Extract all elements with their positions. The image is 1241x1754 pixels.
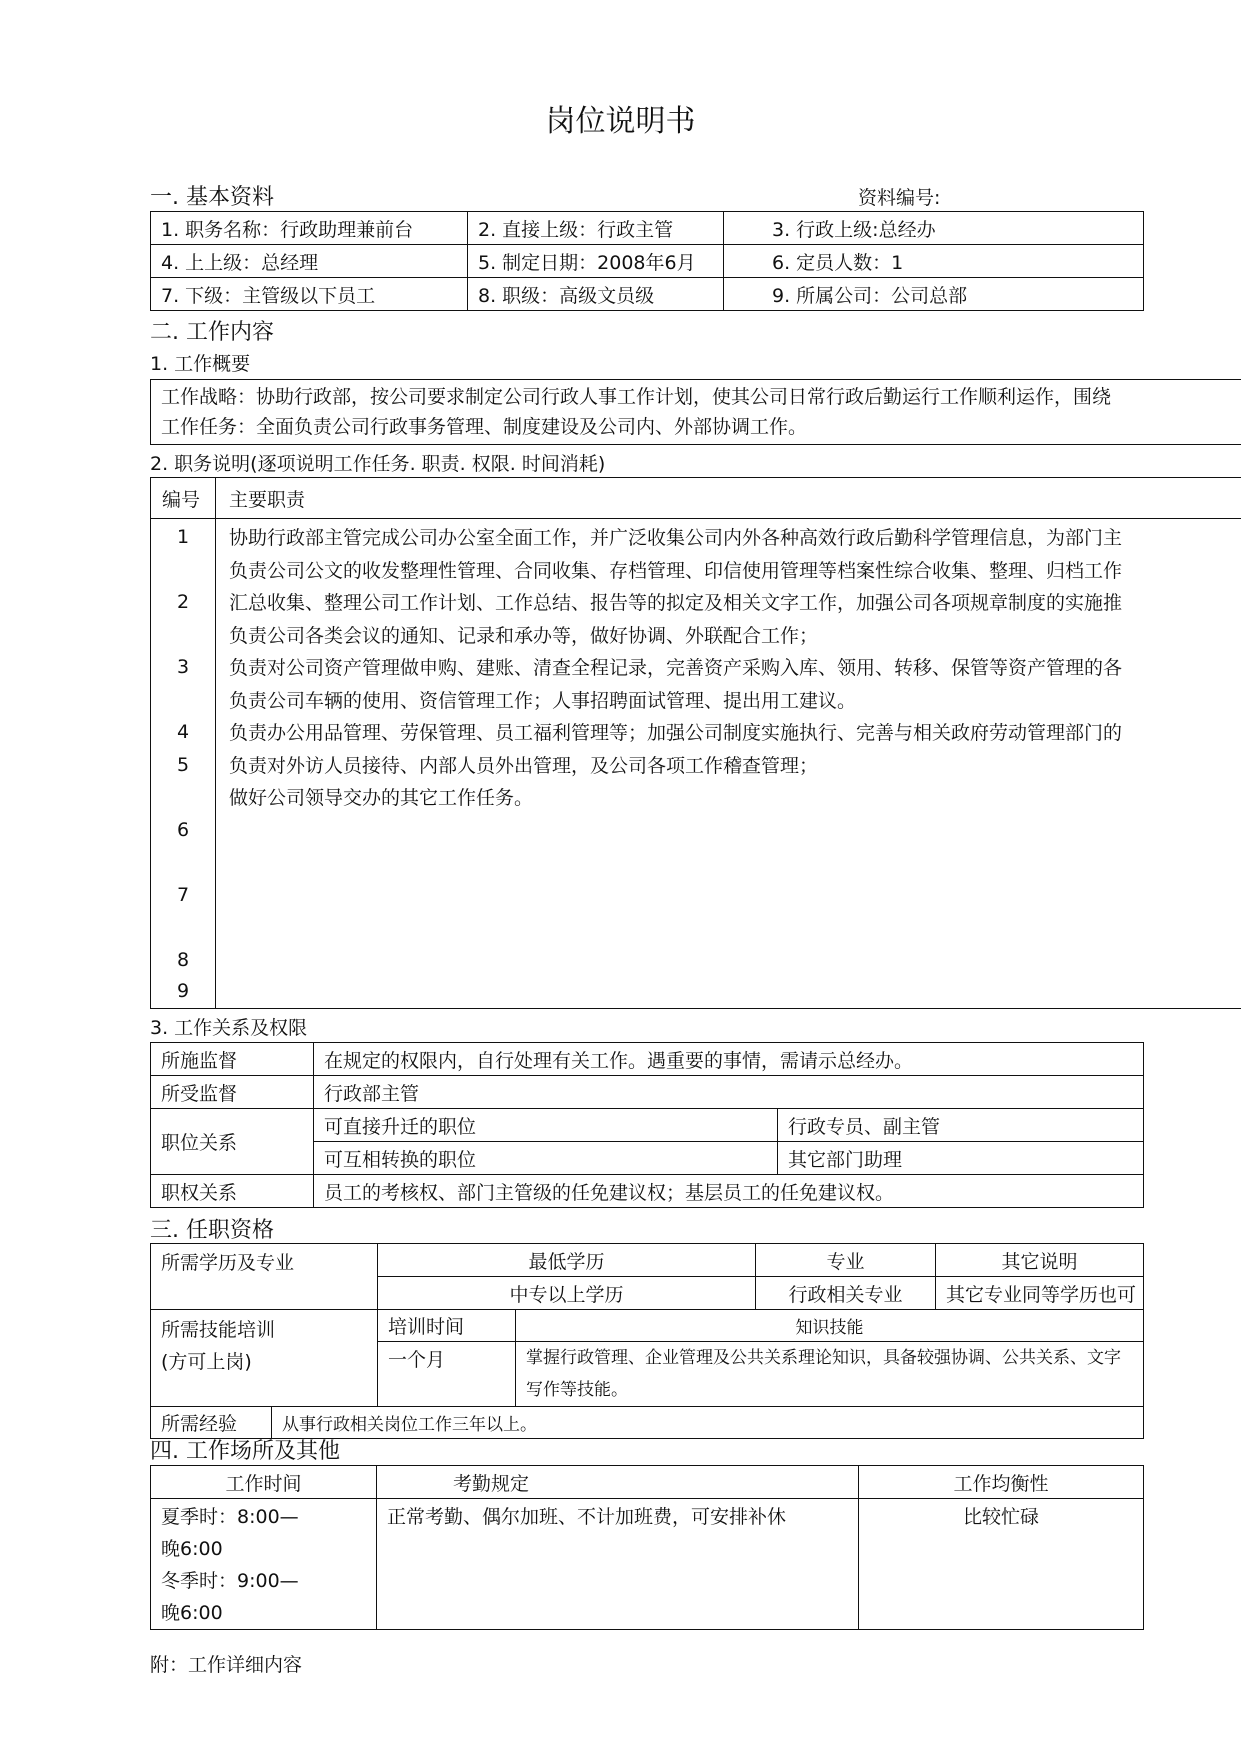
duty-line: 协助行政部主管完成公司办公室全面工作，并广泛收集公司内外各种高效行政后勤科学管理信息，为部门主	[229, 527, 1123, 549]
other-notes-value: 其它专业同等学历也可	[936, 1277, 1144, 1310]
work-time-header: 工作时间	[151, 1466, 377, 1499]
duty-line: 负责对外访人员接待、内部人员外出管理，及公司各项工作稽查管理；	[229, 754, 819, 777]
balance-value: 比较忙碌	[859, 1499, 1144, 1630]
duty-line: 负责公司公文的收发整理性管理、合同收集、存档管理、印信使用管理等档案性综合收集、整理、归档工作	[229, 559, 1123, 582]
duty-number: 4	[176, 721, 190, 743]
company-cell: 9. 所属公司：公司总部	[724, 278, 1144, 311]
work-overview-heading: 1. 工作概要	[150, 353, 251, 375]
duty-number: 1	[176, 526, 190, 548]
duty-number: 2	[176, 591, 190, 613]
duty-number: 3	[176, 656, 190, 678]
work-task-line: 工作任务：全面负责公司行政事务管理、制度建设及公司内、外部协调工作。	[161, 416, 808, 438]
page-title: 岗位说明书	[545, 104, 696, 139]
duties-heading: 2. 职务说明(逐项说明工作任务. 职责. 权限. 时间消耗)	[150, 453, 606, 475]
work-strategy-line: 工作战略：协助行政部，按公司要求制定公司行政人事工作计划，使其公司日常行政后勤运行工作顺利运作，围绕	[161, 386, 1112, 408]
upper-superior-cell: 4. 上上级：总经理	[151, 245, 468, 278]
training-time-header: 培训时间	[378, 1310, 516, 1342]
section-qualifications-heading: 三. 任职资格	[150, 1218, 274, 1243]
duty-line: 负责办公用品管理、劳保管理、员工福利管理等；加强公司制度实施执行、完善与相关政府劳动管理部门的	[229, 722, 1123, 744]
rotate-label: 可互相转换的职位	[314, 1142, 778, 1175]
duty-line: 汇总收集、整理公司工作计划、工作总结、报告等的拟定及相关文字工作，加强公司各项规章制度的实施推	[229, 592, 1123, 614]
basic-info-table	[150, 211, 1144, 311]
duty-line: 负责公司车辆的使用、资信管理工作；人事招聘面试管理、提出用工建议。	[229, 689, 857, 712]
footer-note: 附：工作详细内容	[150, 1654, 303, 1676]
job-grade-cell: 8. 职级：高级文员级	[468, 278, 724, 311]
min-education-value: 中专以上学历	[378, 1277, 756, 1310]
supervised-value: 行政部主管	[314, 1076, 1144, 1109]
min-education-header: 最低学历	[378, 1244, 756, 1277]
supervise-value: 在规定的权限内，自行处理有关工作。遇重要的事情，需请示总经办。	[314, 1043, 1144, 1076]
promote-value: 行政专员、副主管	[778, 1109, 1144, 1142]
section-workplace-heading: 四. 工作场所及其他	[150, 1439, 340, 1464]
work-overview-box	[150, 379, 1241, 445]
experience-label: 所需经验	[151, 1407, 272, 1439]
qualifications-table	[150, 1243, 1144, 1439]
other-notes-header: 其它说明	[936, 1244, 1144, 1277]
duties-header-no: 编号	[162, 489, 201, 511]
duties-header-divider	[151, 518, 1241, 519]
knowledge-skill-value: 掌握行政管理、企业管理及公共关系理论知识，具备较强协调、公共关系、文字写作等技能。	[516, 1342, 1144, 1407]
workplace-table	[150, 1465, 1144, 1630]
duty-line: 负责对公司资产管理做申购、建账、清查全程记录，完善资产采购入库、领用、转移、保管等资产管理的各	[229, 657, 1123, 679]
admin-superior-cell: 3. 行政上级:总经办	[724, 212, 1144, 245]
relations-heading: 3. 工作关系及权限	[150, 1017, 308, 1039]
duty-line: 做好公司领导交办的其它工作任务。	[229, 787, 534, 809]
promote-label: 可直接升迁的职位	[314, 1109, 778, 1142]
skill-training-label-line2: (方可上岗)	[161, 1351, 252, 1373]
training-time-value: 一个月	[378, 1342, 516, 1407]
position-relation-label: 职位关系	[151, 1109, 314, 1175]
duty-lines	[229, 522, 1241, 815]
attendance-value: 正常考勤、偶尔加班、不计加班费，可安排补休	[377, 1499, 859, 1630]
subordinates-cell: 7. 下级：主管级以下员工	[151, 278, 468, 311]
duty-number: 7	[176, 884, 190, 906]
experience-value: 从事行政相关岗位工作三年以上。	[272, 1407, 1144, 1439]
duty-number: 5	[176, 754, 190, 776]
supervise-label: 所施监督	[151, 1043, 314, 1076]
education-label: 所需学历及专业	[151, 1244, 378, 1310]
record-number-label: 资料编号:	[858, 187, 941, 209]
section-work-content-heading: 二. 工作内容	[150, 320, 274, 345]
major-header: 专业	[756, 1244, 936, 1277]
relations-table	[150, 1042, 1144, 1208]
created-date-cell: 5. 制定日期：2008年6月	[468, 245, 724, 278]
authority-label: 职权关系	[151, 1175, 314, 1208]
authority-value: 员工的考核权、部门主管级的任免建议权；基层员工的任免建议权。	[314, 1175, 1144, 1208]
duty-number: 8	[176, 949, 190, 971]
direct-superior-cell: 2. 直接上级：行政主管	[468, 212, 724, 245]
work-time-line: 晚6:00	[161, 1538, 223, 1560]
work-time-line: 夏季时：8:00—	[161, 1506, 299, 1528]
duty-number: 9	[176, 980, 190, 1002]
headcount-cell: 6. 定员人数：1	[724, 245, 1144, 278]
work-time-value	[151, 1499, 377, 1630]
major-value: 行政相关专业	[756, 1277, 936, 1310]
skill-training-label	[151, 1310, 378, 1407]
duties-column-divider	[215, 478, 216, 1008]
supervised-label: 所受监督	[151, 1076, 314, 1109]
duties-table	[150, 477, 1241, 1009]
rotate-value: 其它部门助理	[778, 1142, 1144, 1175]
skill-training-label-line1: 所需技能培训	[161, 1319, 276, 1341]
section-basic-info-heading: 一. 基本资料	[150, 185, 274, 210]
balance-header: 工作均衡性	[859, 1466, 1144, 1499]
attendance-header: 考勤规定	[377, 1466, 859, 1499]
job-title-cell: 1. 职务名称：行政助理兼前台	[151, 212, 468, 245]
duty-number: 6	[176, 819, 190, 841]
knowledge-skill-header: 知识技能	[516, 1310, 1144, 1342]
work-time-line: 晚6:00	[161, 1602, 223, 1624]
duty-line: 负责公司各类会议的通知、记录和承办等，做好协调、外联配合工作；	[229, 624, 819, 647]
work-time-line: 冬季时：9:00—	[161, 1570, 299, 1592]
duties-header-main: 主要职责	[229, 489, 306, 511]
